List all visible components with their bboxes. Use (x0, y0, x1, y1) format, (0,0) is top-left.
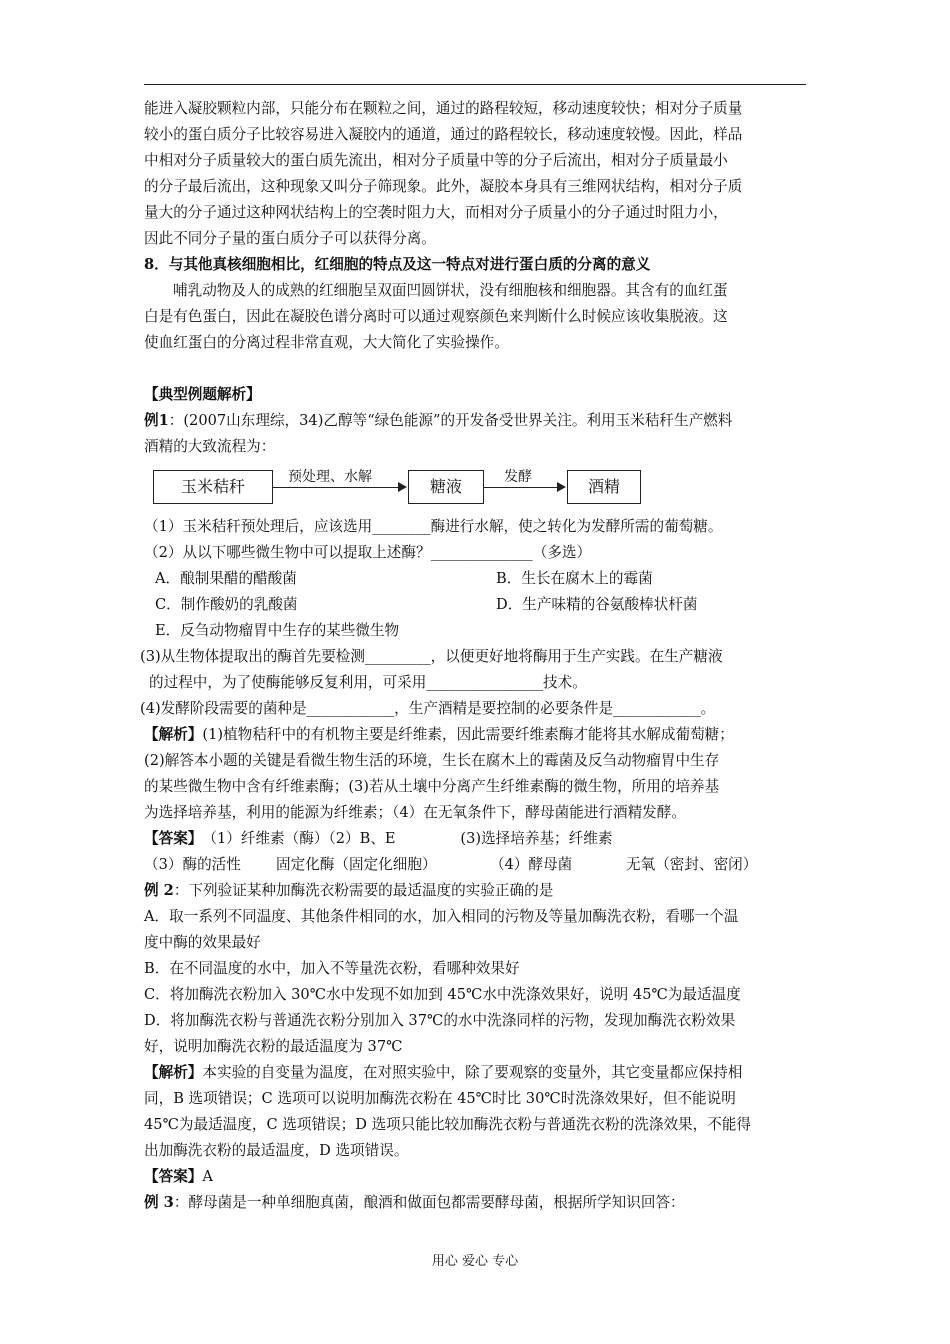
flow-box-corn-straw: 玉米秸秆 (153, 470, 273, 504)
example-2-intro-text: ：下列验证某种加酶洗衣粉需要的最适温度的实验正确的是 (173, 882, 554, 899)
flow-arrow-label: 预处理、水解 (288, 469, 372, 485)
option-a-cont: 度中酶的效果最好 (144, 934, 261, 951)
answer-line (144, 1164, 808, 1190)
section-8-line: 哺乳动物及人的成熟的红细胞呈双面凹圆饼状，没有细胞核和细胞器。其含有的血红蛋 (173, 282, 728, 299)
question-line: （2）从以下哪些微生物中可以提取上述酶？______________（多选） (144, 544, 592, 561)
option-d: D．生产味精的谷氨酸棒状杆菌 (496, 596, 698, 613)
option-a: A．取一系列不同温度、其他条件相同的水，加入相同的污物及等量加酶洗衣粉，看哪一个温 (144, 908, 739, 925)
option-d-cont: 好，说明加酶洗衣粉的最适温度为 37℃ (144, 1038, 403, 1055)
option-c: C．将加酶洗衣粉加入 30℃水中发现不如加到 45℃水中洗涤效果好，说明 45℃为最适温度 (144, 986, 741, 1003)
analysis-line: 45℃为最适温度，C 选项错误；D 选项只能比较加酶洗衣粉与普通洗衣粉的洗涤效果，不能得 (144, 1116, 752, 1133)
answer-line (144, 826, 808, 852)
option-c: C．制作酸奶的乳酸菌 (155, 596, 298, 613)
answer-part: 无氧（密封、密闭） (626, 856, 758, 873)
analysis-text: 本实验的自变量为温度，在对照实验中，除了要观察的变量外，其它变量都应保持相 (202, 1064, 743, 1081)
flow-box-alcohol: 酒精 (567, 470, 641, 504)
answer-part: （3）酶的活性 (144, 856, 241, 873)
question-line: (3)从生物体提取出的酶首先要检测_________，以便更好地将酶用于生产实践。在生产糖液 (140, 648, 723, 665)
process-flow-diagram (144, 466, 808, 512)
option-row (144, 566, 808, 592)
answer-part: 固定化酶（固定化细胞） (276, 856, 437, 873)
paragraph-line: 的分子最后流出，这种现象又叫分子筛现象。此外，凝胶本身具有三维网状结构，相对分子质 (144, 178, 743, 195)
paragraph-line: 中相对分子质量较大的蛋白质先流出，相对分子质量中等的分子后流出，相对分子质量最小 (144, 152, 728, 169)
spacer (144, 356, 808, 382)
example-1-label: 例1 (144, 412, 169, 429)
question-line: （1）玉米秸秆预处理后，应该选用________酶进行水解，使之转化为发酵所需的葡萄糖。 (144, 518, 723, 535)
section-8-line: 使血红蛋白的分离过程非常直观，大大简化了实验操作。 (144, 334, 509, 351)
paragraph-line: 量大的分子通过这种网状结构上的空袭时阻力大，而相对分子质量小的分子通过时阻力小， (144, 204, 728, 221)
analysis-text: (1)植物秸秆中的有机物主要是纤维素，因此需要纤维素酶才能将其水解成葡萄糖； (202, 726, 734, 743)
section-8-heading: 8．与其他真核细胞相比，红细胞的特点及这一特点对进行蛋白质的分离的意义 (144, 256, 651, 273)
page-footer: 用心 爱心 专心 (431, 1254, 519, 1269)
answer-part: （1）纤维素（酶）（2）B、E (202, 830, 396, 847)
analysis-line (144, 1060, 808, 1086)
example-3-label: 例 3 (144, 1194, 174, 1211)
analysis-label: 【解析】 (144, 726, 203, 743)
option-b: B．在不同温度的水中，加入不等量洗衣粉，看哪种效果好 (144, 960, 520, 977)
analysis-line: 出加酶洗衣粉的最适温度，D 选项错误。 (144, 1142, 409, 1159)
paragraph-line: 因此不同分子量的蛋白质分子可以获得分离。 (144, 230, 436, 247)
question-line: (4)发酵阶段需要的菌种是____________，生产酒精是要控制的必要条件是____________。 (140, 700, 716, 717)
example-1-intro-text: ：(2007山东理综，34)乙醇等“绿色能源”的开发备受世界关注。利用玉米秸秆生产燃料 (168, 412, 733, 429)
answer-part: (3)选择培养基；纤维素 (460, 830, 613, 847)
option-d: D．将加酶洗衣粉与普通洗衣粉分别加入 37℃的水中洗涤同样的污物，发现加酶洗衣粉效果 (144, 1012, 736, 1029)
paragraph-line: 能进入凝胶颗粒内部，只能分布在颗粒之间，通过的路程较短，移动速度较快；相对分子质量 (144, 100, 743, 117)
answer-label: 【答案】 (144, 1168, 203, 1185)
header-rule (144, 84, 806, 85)
example-1-intro (144, 408, 808, 434)
example-3-intro (144, 1190, 808, 1216)
flow-box-sugar-liquid: 糖液 (408, 470, 484, 504)
document-body (140, 96, 808, 1216)
answer-part: （4）酵母菌 (490, 856, 573, 873)
examples-heading: 【典型例题解析】 (144, 386, 261, 403)
answer-line (144, 852, 808, 878)
analysis-line: 为选择培养基，利用的能源为纤维素；（4）在无氧条件下，酵母菌能进行酒精发酵。 (144, 804, 686, 821)
example-2-label: 例 2 (144, 882, 174, 899)
section-8-line: 白是有色蛋白，因此在凝胶色谱分离时可以通过观察颜色来判断什么时候应该收集脱液。这 (144, 308, 728, 325)
option-a: A．酿制果醋的醋酸菌 (155, 570, 297, 587)
analysis-line: (2)解答本小题的关键是看微生物生活的环境，生长在腐木上的霉菌及反刍动物瘤胃中生存 (144, 752, 720, 769)
example-2-intro (144, 878, 808, 904)
analysis-line: 同，B 选项错误；C 选项可以说明加酶洗衣粉在 45℃时比 30℃时洗涤效果好，但不能说明 (144, 1090, 736, 1107)
paragraph-line: 较小的蛋白质分子比较容易进入凝胶内的通道，通过的路程较长，移动速度较慢。因此，样品 (144, 126, 743, 143)
analysis-label: 【解析】 (144, 1064, 203, 1081)
question-line: 的过程中，为了使酶能够反复利用，可采用________________技术。 (149, 674, 587, 691)
option-row (144, 592, 808, 618)
answer-value: A (202, 1168, 213, 1185)
option-e: E．反刍动物瘤胃中生存的某些微生物 (155, 622, 400, 639)
option-b: B．生长在腐木上的霉菌 (496, 570, 653, 587)
example-3-intro-text: ：酵母菌是一种单细胞真菌，酿酒和做面包都需要酵母菌，根据所学知识回答： (173, 1194, 685, 1211)
flow-arrow-label: 发酵 (504, 469, 532, 485)
answer-label: 【答案】 (144, 830, 203, 847)
example-1-intro-line: 酒精的大致流程为： (144, 438, 276, 455)
analysis-line: 的某些微生物中含有纤维素酶；(3)若从土壤中分离产生纤维素酶的微生物，所用的培养基 (144, 778, 720, 795)
analysis-line (144, 722, 808, 748)
